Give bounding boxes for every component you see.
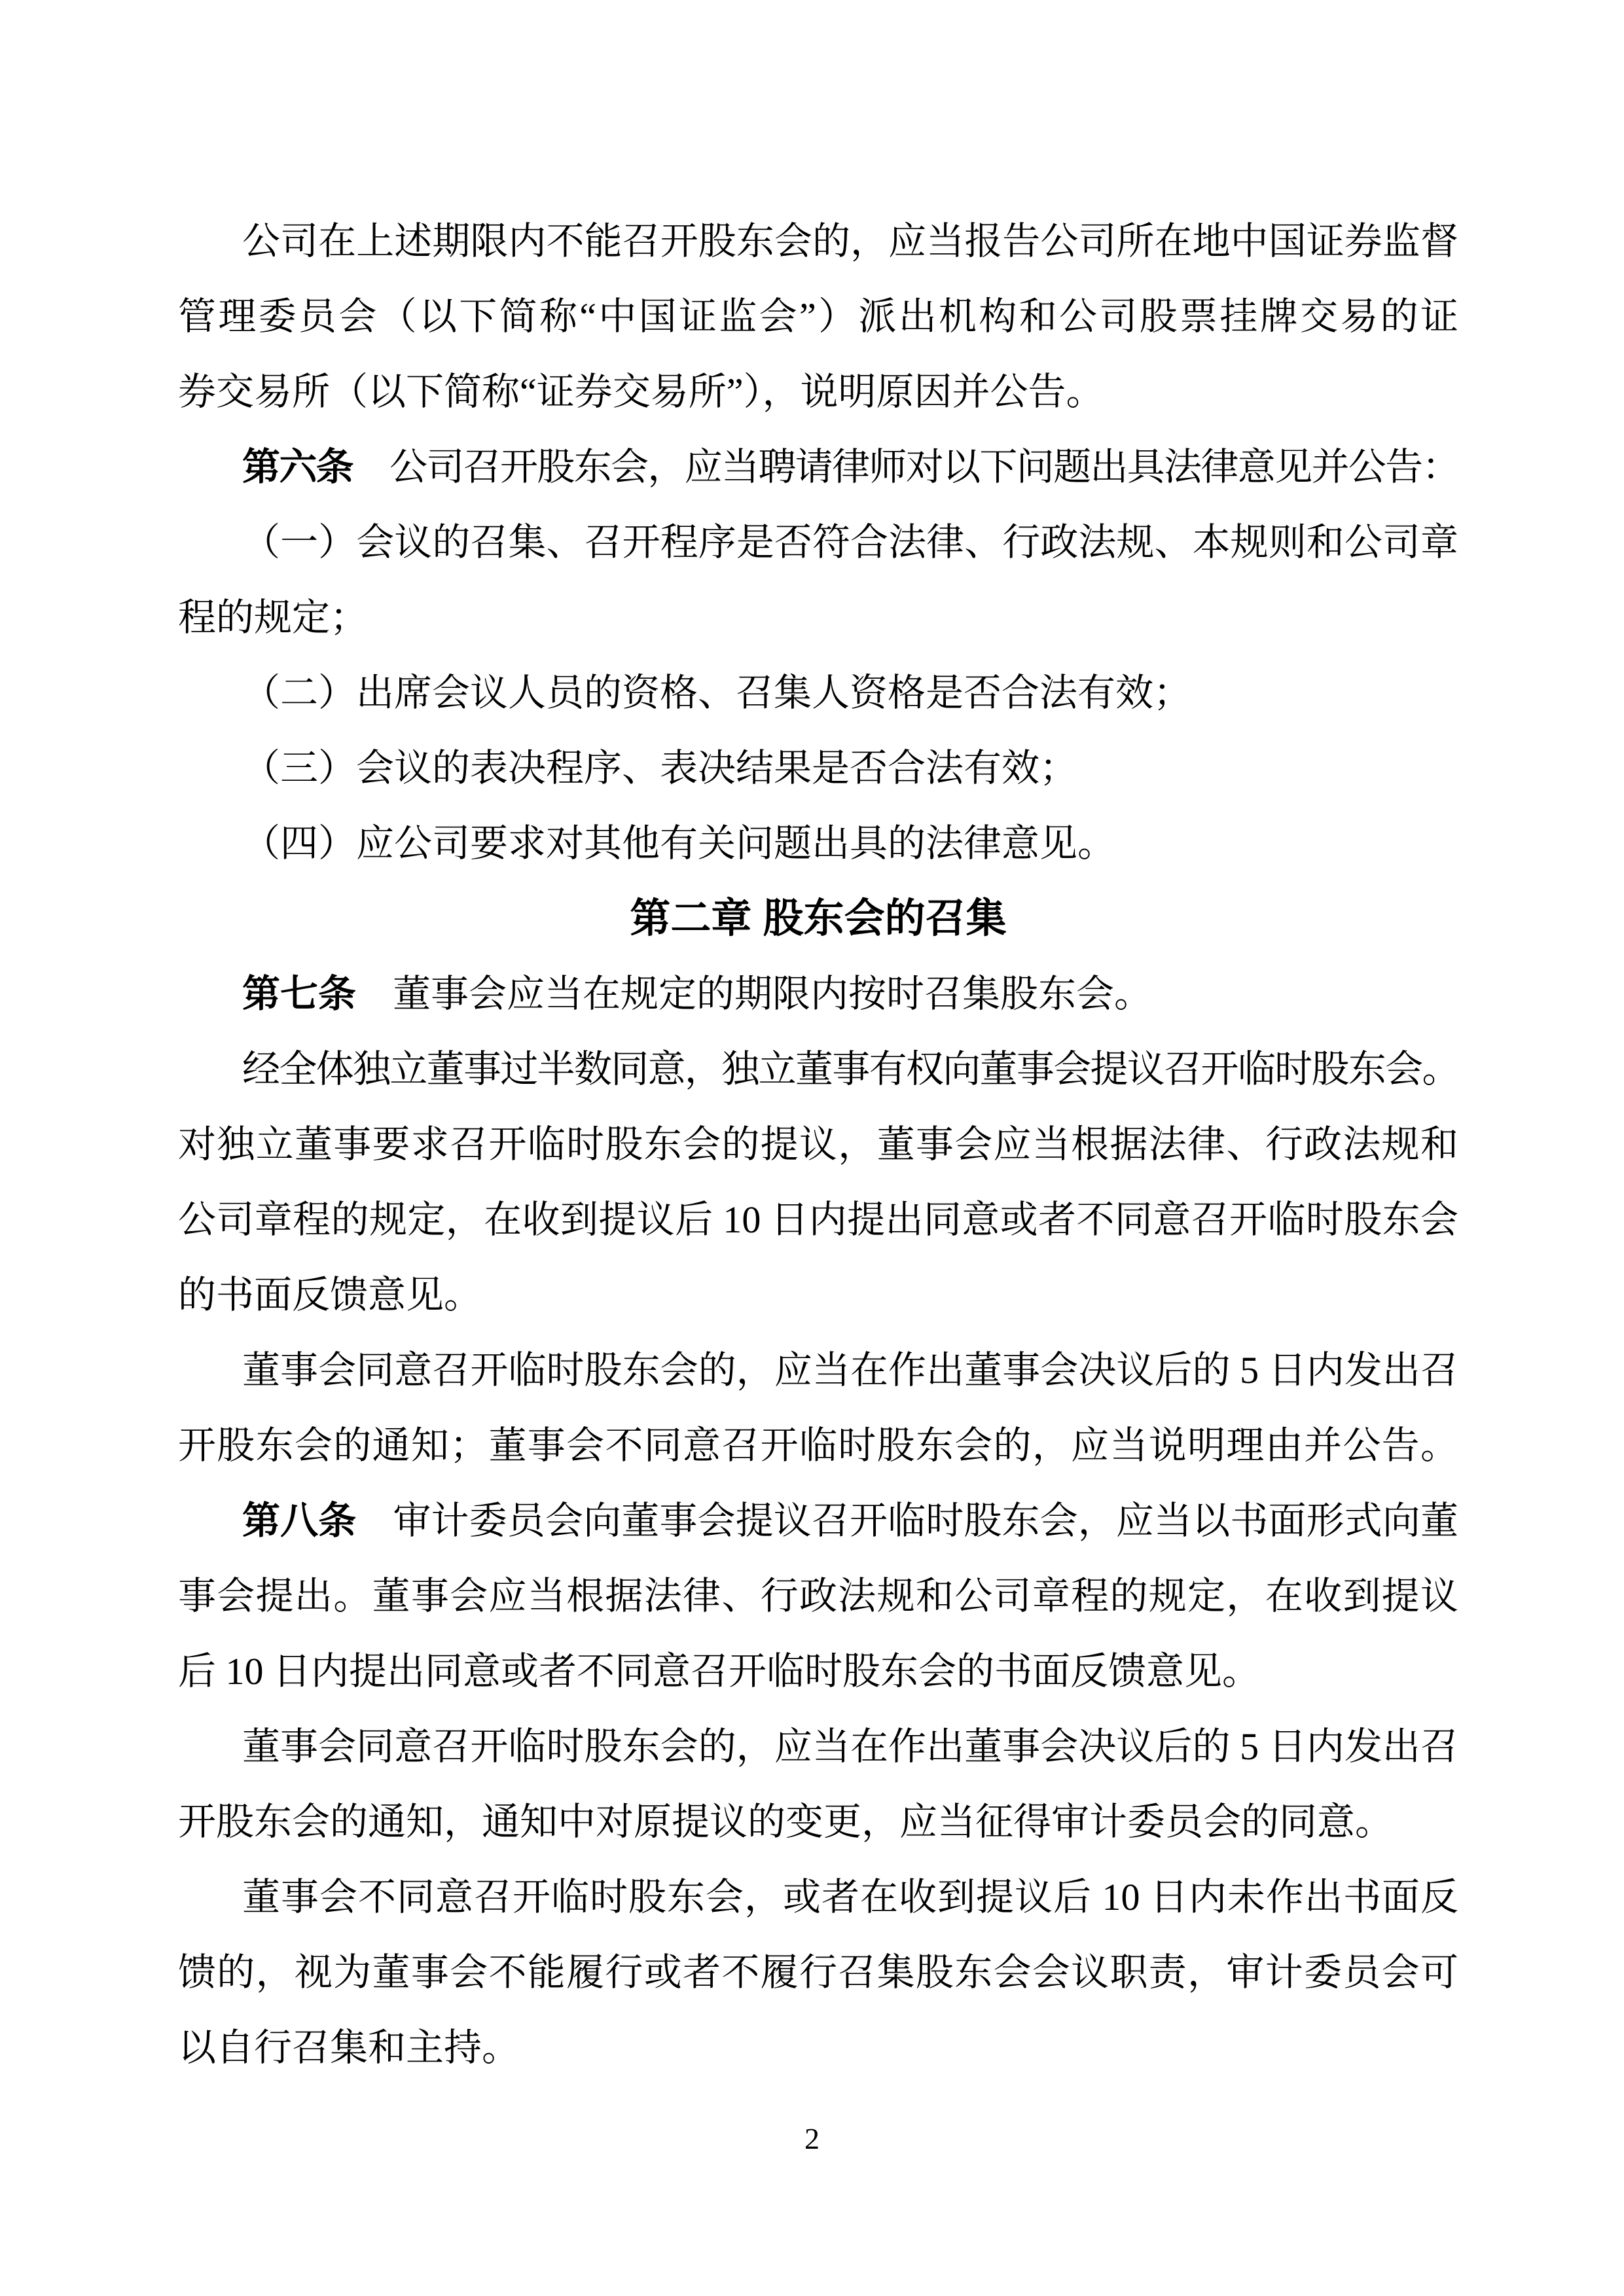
paragraph-line: 开股东会的通知，通知中对原提议的变更，应当征得审计委员会的同意。 <box>178 1801 1394 1843</box>
paragraph-line: 董事会同意召开临时股东会的，应当在作出董事会决议后的 5 日内发出召 <box>242 1725 1458 1768</box>
page-number: 2 <box>804 2122 820 2155</box>
article-line <box>178 956 1458 1031</box>
article-number: 第七条 <box>242 973 357 1015</box>
article-line <box>178 429 1458 505</box>
paragraph-line: 以自行召集和主持。 <box>178 2026 520 2069</box>
paragraph-line: 公司在上述期限内不能召开股东会的，应当报告公司所在地中国证券监督 <box>242 220 1458 262</box>
list-item-line: （二）出席会议人员的资格、召集人资格是否合法有效； <box>242 672 1192 714</box>
paragraph-line: 董事会同意召开临时股东会的，应当在作出董事会决议后的 5 日内发出召 <box>242 1349 1458 1391</box>
paragraph-line: 券交易所（以下简称“证券交易所”），说明原因并公告。 <box>178 370 1104 413</box>
article-line: 事会提出。董事会应当根据法律、行政法规和公司章程的规定，在收到提议 <box>178 1575 1458 1617</box>
article-text: 审计委员会向董事会提议召开临时股东会，应当以书面形式向董 <box>393 1499 1458 1542</box>
paragraph-line: 经全体独立董事过半数同意，独立董事有权向董事会提议召开临时股东会。 <box>242 1048 1458 1090</box>
paragraph-line: 董事会不同意召开临时股东会，或者在收到提议后 10 日内未作出书面反 <box>242 1876 1458 1918</box>
paragraph-line: 对独立董事要求召开临时股东会的提议，董事会应当根据法律、行政法规和 <box>178 1123 1458 1166</box>
list-item-line: （一）会议的召集、召开程序是否符合法律、行政法规、本规则和公司章 <box>242 521 1458 564</box>
article-number: 第八条 <box>242 1499 357 1542</box>
list-item-line: 程的规定； <box>178 596 369 639</box>
document-body <box>178 204 1458 2085</box>
chapter-heading: 第二章 股东会的召集 <box>630 896 1007 941</box>
paragraph-line: 公司章程的规定，在收到提议后 10 日内提出同意或者不同意召开临时股东会 <box>178 1198 1458 1241</box>
article-line <box>178 1483 1458 1558</box>
list-item-line: （三）会议的表决程序、表决结果是否合法有效； <box>242 747 1078 789</box>
article-text: 公司召开股东会，应当聘请律师对以下问题出具法律意见并公告： <box>389 446 1458 488</box>
article-line: 后 10 日内提出同意或者不同意召开临时股东会的书面反馈意见。 <box>178 1650 1261 1693</box>
paragraph-line: 开股东会的通知；董事会不同意召开临时股东会的，应当说明理由并公告。 <box>178 1424 1458 1467</box>
list-item-line: （四）应公司要求对其他有关问题出具的法律意见。 <box>242 822 1116 865</box>
article-text: 董事会应当在规定的期限内按时召集股东会。 <box>393 973 1153 1015</box>
paragraph-line: 管理委员会（以下简称“中国证监会”）派出机构和公司股票挂牌交易的证 <box>178 295 1458 338</box>
paragraph-line: 的书面反馈意见。 <box>178 1274 482 1316</box>
article-number: 第六条 <box>242 446 353 488</box>
paragraph-line: 馈的，视为董事会不能履行或者不履行召集股东会会议职责，审计委员会可 <box>178 1951 1458 1994</box>
